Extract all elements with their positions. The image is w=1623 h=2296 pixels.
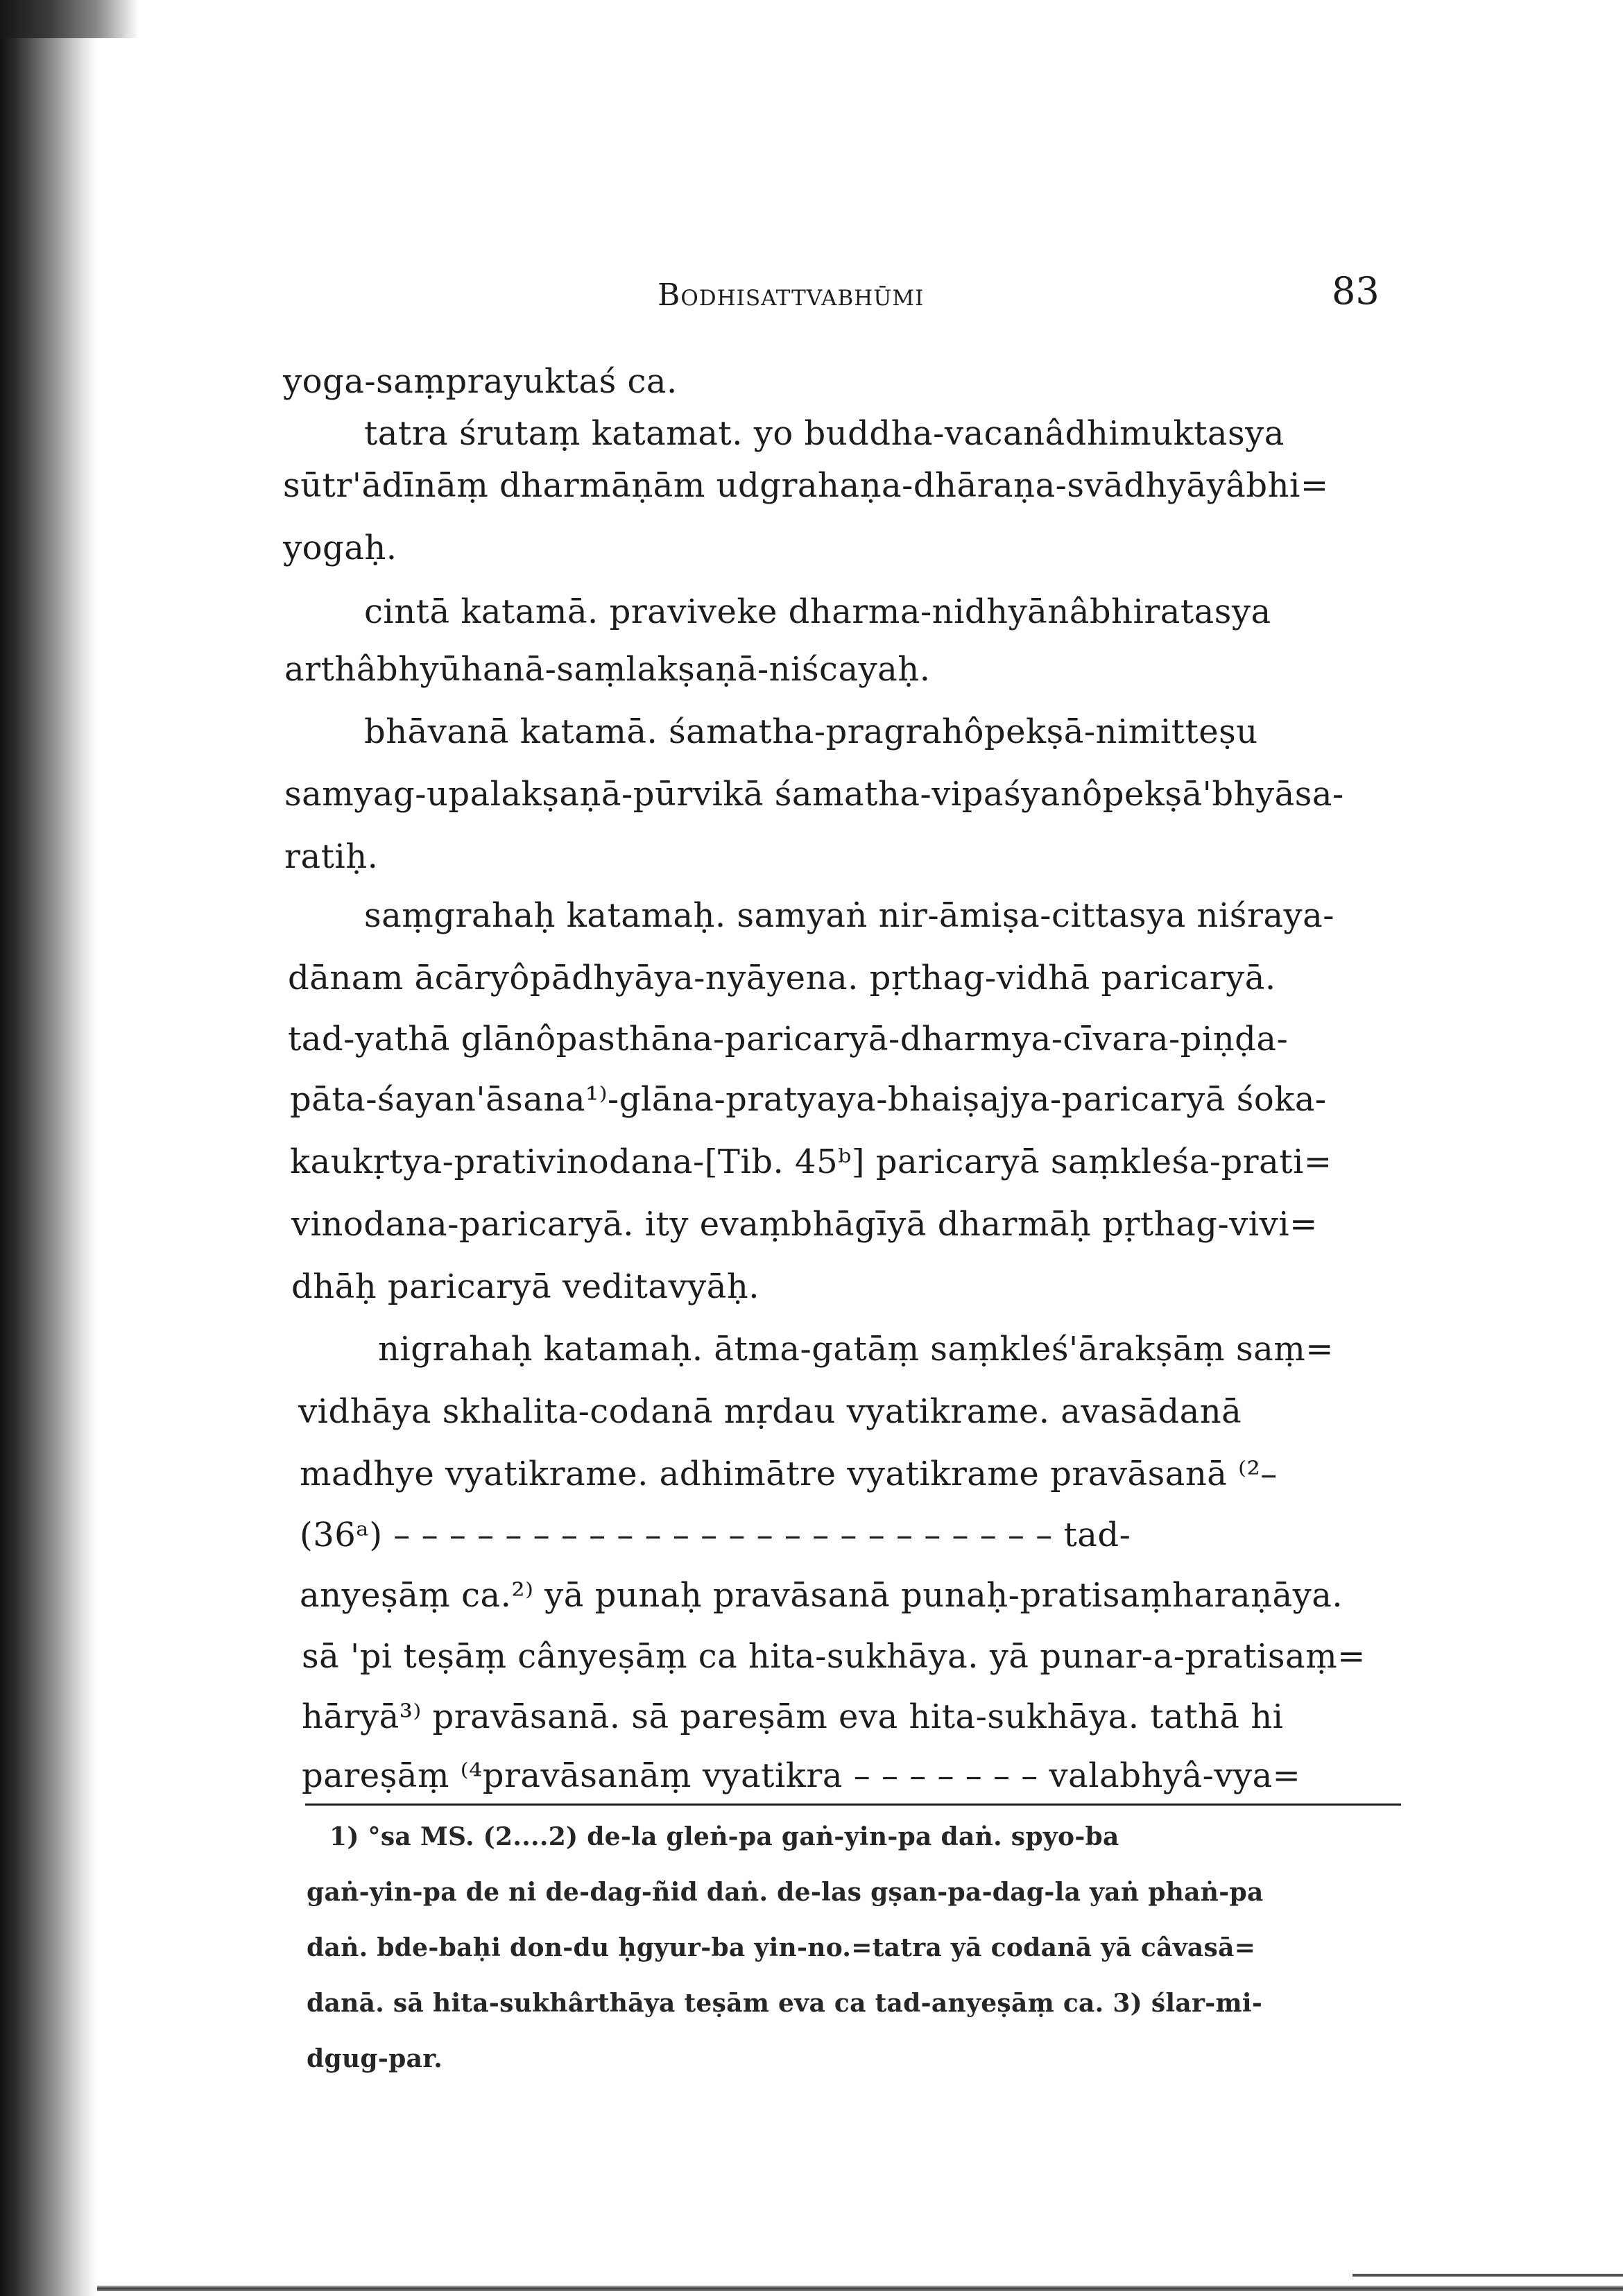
text-line: sā 'pi teṣāṃ cânyeṣāṃ ca hita-sukhāya. yā punar-a-pratisaṃ= (302, 1637, 1366, 1676)
text-line: tatra śrutaṃ katamat. yo buddha-vacanâdhimuktasya (364, 414, 1285, 453)
footnote-line: 1) °sa MS. (2....2) de-la gleṅ-pa gaṅ-yin-pa daṅ. spyo-ba (329, 1822, 1119, 1851)
page-number: 83 (1332, 269, 1380, 313)
text-line: samyag-upalakṣaṇā-pūrvikā śamatha-vipaśyanôpekṣā'bhyāsa- (284, 775, 1344, 814)
text-line: pāta-śayan'āsana¹⁾-glāna-pratyaya-bhaiṣajya-paricaryā śoka- (290, 1080, 1327, 1119)
text-line: hāryā³⁾ pravāsanā. sā pareṣām eva hita-sukhāya. tathā hi (302, 1697, 1284, 1736)
text-line: madhye vyatikrame. adhimātre vyatikrame pravāsanā ⁽²– (300, 1455, 1278, 1493)
text-line: cintā katamā. praviveke dharma-nidhyānâbhiratasya (364, 592, 1271, 631)
text-line: yoga-saṃprayuktaś ca. (283, 362, 678, 401)
text-line: saṃgrahaḥ katamaḥ. samyaṅ nir-āmiṣa-cittasya niśraya- (364, 896, 1334, 935)
running-head (0, 269, 1623, 325)
text-line: bhāvanā katamā. śamatha-pragrahôpekṣā-nimitteṣu (364, 712, 1258, 751)
text-line: dānam ācāryôpādhyāya-nyāyena. pṛthag-vidhā paricaryā. (288, 959, 1276, 997)
scan-bottom-edge (97, 2286, 1623, 2291)
text-line: yogaḥ. (283, 529, 397, 567)
text-line: dhāḥ paricaryā veditavyāḥ. (291, 1267, 760, 1306)
text-line: anyeṣāṃ ca.²⁾ yā punaḥ pravāsanā punaḥ-pratisaṃharaṇāya. (300, 1576, 1343, 1615)
footnote-line: danā. sā hita-sukhârthāya teṣām eva ca tad-anyeṣāṃ ca. 3) ślar-mi- (307, 1989, 1263, 2018)
scan-bottom-edge-rule (1352, 2274, 1623, 2277)
text-line: pareṣāṃ ⁽⁴pravāsanāṃ vyatikra – – – – – – – valabhyâ-vya= (302, 1756, 1301, 1795)
footnote-line: dgug-par. (307, 2044, 443, 2073)
text-line: (36ᵃ) – – – – – – – – – – – – – – – – – – – – – – – – tad- (300, 1516, 1131, 1554)
binding-shadow (0, 0, 97, 2296)
text-line: vidhāya skhalita-codanā mṛdau vyatikrame. avasādanā (298, 1392, 1242, 1431)
text-line: nigrahaḥ katamaḥ. ātma-gatāṃ saṃkleś'ārakṣāṃ saṃ= (378, 1330, 1334, 1369)
footnote-rule (305, 1804, 1401, 1806)
text-line: tad-yathā glānôpasthāna-paricaryā-dharmya-cīvara-piṇḍa- (288, 1020, 1289, 1059)
running-head-title: Bodhisattvabhūmi (658, 277, 925, 313)
text-line: sūtr'ādīnāṃ dharmāṇām udgrahaṇa-dhāraṇa-svādhyāyâbhi= (283, 466, 1329, 505)
footnote-line: daṅ. bde-baḥi don-du ḥgyur-ba yin-no.=tatra yā codanā yā câvasā= (307, 1933, 1256, 1962)
text-line: vinodana-paricaryā. ity evaṃbhāgīyā dharmāḥ pṛthag-vivi= (291, 1205, 1318, 1244)
footnote-line: gaṅ-yin-pa de ni de-dag-ñid daṅ. de-las gṣan-pa-dag-la yaṅ phaṅ-pa (307, 1878, 1264, 1907)
text-line: kaukṛtya-prativinodana-[Tib. 45ᵇ] paricaryā saṃkleśa-prati= (290, 1142, 1332, 1181)
text-line: arthâbhyūhanā-saṃlakṣaṇā-niścayaḥ. (284, 650, 931, 689)
text-line: ratiḥ. (284, 837, 379, 876)
binding-shadow-top (0, 0, 139, 38)
